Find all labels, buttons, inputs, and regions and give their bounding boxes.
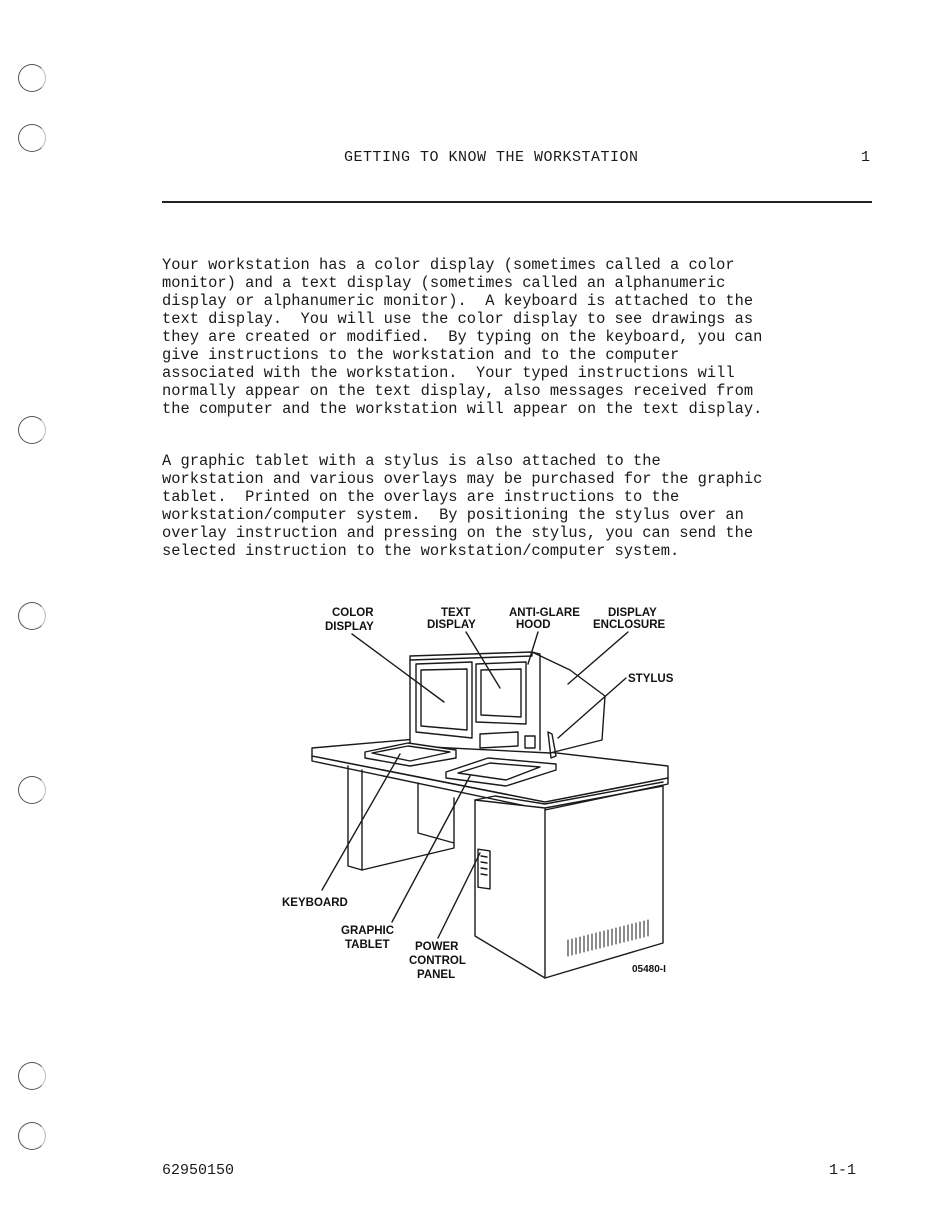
- binder-hole: [18, 416, 46, 444]
- label-anti-glare-2: HOOD: [516, 619, 551, 631]
- text-line: workstation/computer system. By positioning the stylus over an: [162, 506, 744, 524]
- binder-hole: [18, 64, 46, 92]
- label-text-display-1: TEXT: [441, 607, 471, 619]
- label-color-display-1: COLOR: [332, 607, 374, 619]
- chapter-number: 1: [861, 149, 871, 166]
- binder-hole: [18, 602, 46, 630]
- text-line: selected instruction to the workstation/computer system.: [162, 542, 680, 560]
- text-line: tablet. Printed on the overlays are instructions to the: [162, 488, 680, 506]
- header-rule: [162, 201, 872, 203]
- workstation-figure: [270, 598, 710, 988]
- text-line: the computer and the workstation will appear on the text display.: [162, 400, 763, 418]
- binder-hole: [18, 124, 46, 152]
- page-title: GETTING TO KNOW THE WORKSTATION: [344, 149, 639, 166]
- label-keyboard: KEYBOARD: [282, 897, 348, 909]
- paragraph-2: [162, 452, 862, 560]
- text-line: monitor) and a text display (sometimes called an alphanumeric: [162, 274, 726, 292]
- text-line: they are created or modified. By typing on the keyboard, you can: [162, 328, 763, 346]
- binder-hole: [18, 1122, 46, 1150]
- label-power-control-panel-1: POWER: [415, 941, 459, 953]
- text-line: overlay instruction and pressing on the stylus, you can send the: [162, 524, 754, 542]
- text-line: text display. You will use the color display to see drawings as: [162, 310, 754, 328]
- text-line: Your workstation has a color display (sometimes called a color: [162, 256, 735, 274]
- label-anti-glare-1: ANTI-GLARE: [509, 607, 580, 619]
- label-display-enclosure-1: DISPLAY: [608, 607, 657, 619]
- text-line: A graphic tablet with a stylus is also attached to the: [162, 452, 661, 470]
- binder-hole: [18, 1062, 46, 1090]
- label-power-control-panel-3: PANEL: [417, 969, 456, 981]
- paragraph-1: [162, 256, 862, 418]
- figure-id: 05480-I: [632, 964, 666, 975]
- label-text-display-2: DISPLAY: [427, 619, 476, 631]
- text-line: display or alphanumeric monitor). A keyboard is attached to the: [162, 292, 754, 310]
- label-color-display-2: DISPLAY: [325, 621, 374, 633]
- label-graphic-tablet-2: TABLET: [345, 939, 390, 951]
- label-power-control-panel-2: CONTROL: [409, 955, 466, 967]
- workstation-illustration: [270, 598, 710, 988]
- text-line: normally appear on the text display, also messages received from: [162, 382, 754, 400]
- text-line: give instructions to the workstation and to the computer: [162, 346, 680, 364]
- binder-hole: [18, 776, 46, 804]
- page-number: 1-1: [829, 1162, 857, 1179]
- label-display-enclosure-2: ENCLOSURE: [593, 619, 666, 631]
- text-line: associated with the workstation. Your typed instructions will: [162, 364, 735, 382]
- label-stylus: STYLUS: [628, 673, 674, 685]
- label-graphic-tablet-1: GRAPHIC: [341, 925, 395, 937]
- document-number: 62950150: [162, 1162, 235, 1179]
- text-line: workstation and various overlays may be purchased for the graphic: [162, 470, 763, 488]
